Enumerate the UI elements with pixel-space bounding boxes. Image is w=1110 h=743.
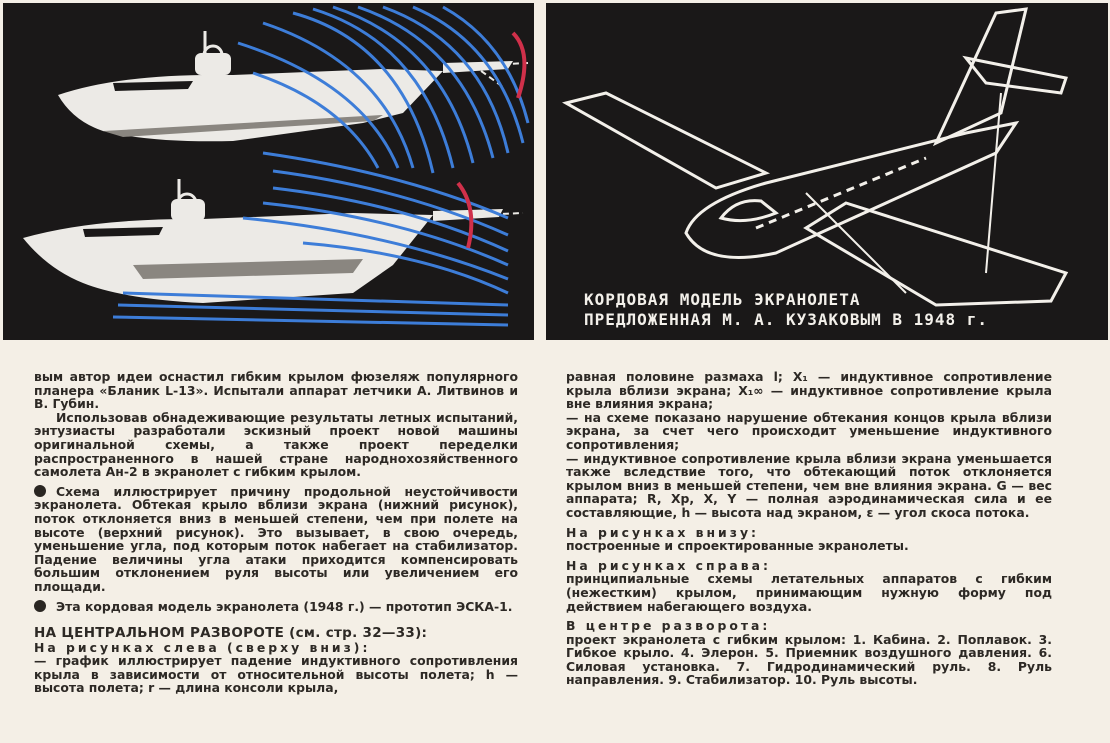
paragraph: построенные и спроектированные экранолеты. (566, 538, 909, 554)
subheading: В центре разворота: (566, 618, 771, 634)
paragraph-text: Схема иллюстрирует причину продольной неустойчивости экранолета. Обтекая крыло вблизи экрана (нижний рисунок), поток отклоняется вниз в меньшей степени, чем при полете на высоте (верхний рисунок). Это вызывает, в свою очередь, уменьшение угла, под которым поток набегает на стабилизатор. Падение величины угла атаки приходится компенсировать большим отклонением руля высоты или увеличением его площади. (34, 483, 518, 594)
bullet-paragraph (34, 600, 518, 614)
model-illustration (546, 3, 1108, 340)
figure-caption (584, 290, 988, 330)
bullet-icon (34, 600, 46, 612)
bullet-icon (34, 485, 46, 497)
subheading: На рисунках слева (сверху вниз): (34, 639, 371, 655)
paragraph: — график иллюстрирует падение индуктивного сопротивления крыла в зависимости от относительной высоты полета; h — высота полета; r — длина консоли крыла, (34, 653, 518, 696)
model-aircraft-outline (566, 9, 1066, 305)
paragraph: Использовав обнадеживающие результаты летных испытаний, энтузиасты разработали эскизный проект новой машины оригинальной схемы, а также проект переделки распространенного в нашей стране народнохозяйственного самолета Ан-2 в экранолет с гибким крылом. (34, 409, 518, 480)
airflow-diagram-svg (3, 3, 534, 340)
caption-line-1: КОРДОВАЯ МОДЕЛЬ ЭКРАНОЛЕТА (584, 290, 861, 309)
text-column-left (34, 370, 518, 695)
paragraph: проект экранолета с гибким крылом: 1. Кабина. 2. Поплавок. 3. Гибкое крыло. 4. Элерон. 5. Приемник воздушного давления. 6. Силовая установка. 7. Гидродинамический руль. 8. Руль направления. 9. Стабилизатор. 10. Руль высоты. (566, 631, 1052, 688)
paragraph: — на схеме показано нарушение обтекания концов крыла вблизи экрана, за счет чего происходит уменьшение индуктивного сопротивления; (566, 409, 1052, 452)
paragraph-text: Эта кордовая модель экранолета (1948 г.) — прототип ЭСКА-1. (56, 598, 513, 614)
caption-line-2: ПРЕДЛОЖЕННАЯ М. А. КУЗАКОВЫМ В 1948 г. (584, 310, 989, 329)
airflow-illustration (3, 3, 534, 340)
paragraph: — индуктивное сопротивление крыла вблизи экрана уменьшается также вследствие того, что обтекающий поток отклоняется крылом вниз в меньшей степени, чем вне влияния экрана. G — вес аппарата; R, Xp, X, Y — полная аэродинамическая сила и ее составляющие, h — высота над экраном, ε — угол скоса потока. (566, 450, 1052, 520)
section-heading: НА ЦЕНТРАЛЬНОМ РАЗВОРОТЕ (см. стр. 32—33): (34, 625, 428, 642)
paragraph: равная половине размаха l; X₁ — индуктивное сопротивление крыла вблизи экрана; X₁∞ — индуктивное сопротивление крыла вне влияния экрана; (566, 369, 1052, 412)
paragraph: вым автор идеи оснастил гибким крылом фюзеляж популярного планера «Бланик L-13». Испытали аппарат летчики А. Литвинов и В. Губин. (34, 369, 518, 412)
text-column-right (566, 370, 1052, 687)
top-aircraft (58, 31, 528, 141)
bullet-paragraph (34, 485, 518, 594)
paragraph: принципиальные схемы летательных аппаратов с гибким (нежестким) крылом, принимающим нужную форму под действием набегающего воздуха. (566, 571, 1052, 614)
subheading: На рисунках справа: (566, 557, 771, 573)
subheading: На рисунках внизу: (566, 524, 759, 540)
